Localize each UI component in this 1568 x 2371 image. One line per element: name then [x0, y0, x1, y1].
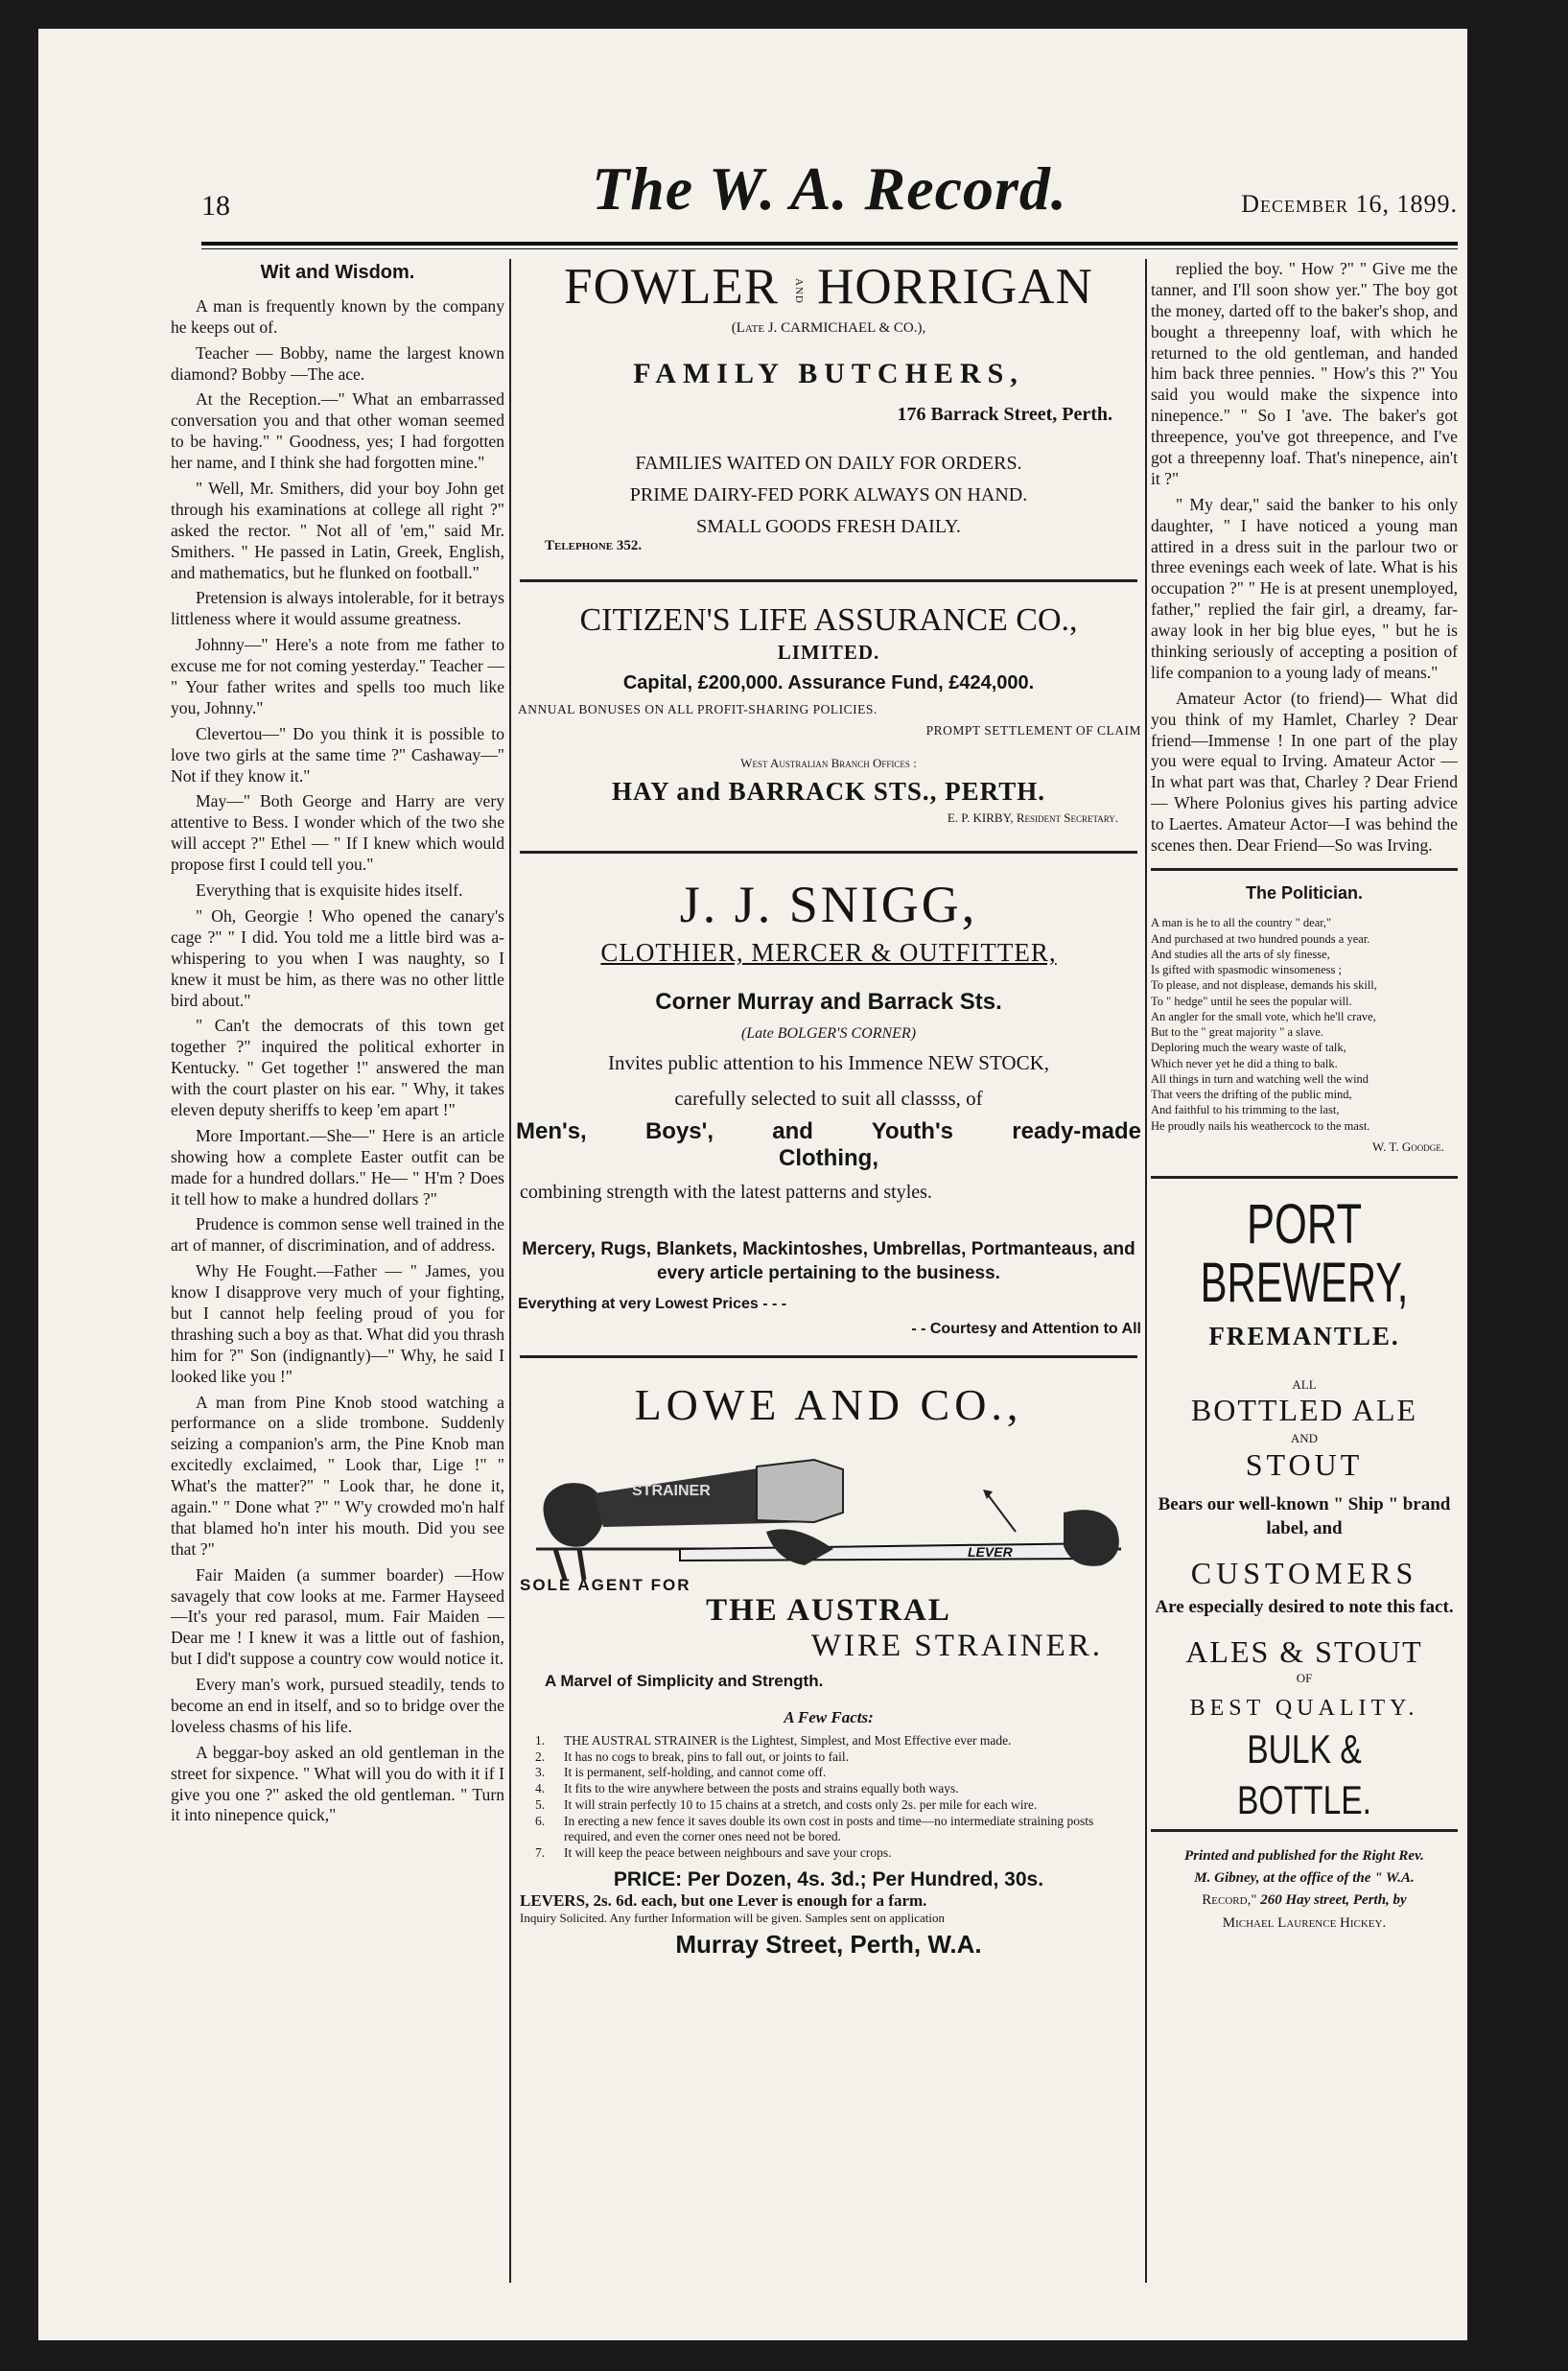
imprint-printer: Michael Laurence Hickey.: [1222, 1914, 1387, 1931]
poem-author: W. T. Goodge.: [1372, 1139, 1444, 1154]
wit-paragraph: Fair Maiden (a summer boarder) —How savagely that cow looks at me. Farmer Hayseed—It's your red parasol, mum. Fair Maiden —Dear me ! I knew it was a little out of fashion, but I did't suppose a country cow would notice it.: [171, 1564, 504, 1669]
wit-paragraph: Teacher — Bobby, name the largest known diamond? Bobby —The ace.: [171, 342, 504, 384]
ad-divider: [520, 851, 1137, 854]
poem-line: Deploring much the weary waste of talk,: [1151, 1041, 1346, 1055]
wit-paragraph: Prudence is common sense well trained in the art of manner, of discrimination, and of address.: [171, 1214, 504, 1256]
fact-text: It fits to the wire anywhere between the posts and strains equally both ways.: [564, 1781, 959, 1796]
snigg-selected: carefully selected to suit all classss, of: [674, 1086, 983, 1110]
fowler-and: AND: [792, 278, 805, 305]
brewery-especially: Are especially desired to note this fact.: [1155, 1596, 1454, 1617]
lever-icon: [680, 1543, 1102, 1561]
citizens-branch: West Australian Branch Offices :: [740, 756, 917, 771]
wit-paragraph: " Oh, Georgie ! Who opened the canary's cage ?" " I did. You told me a little bird was a-whispering to you when I was naughty, so I knew it must be him, as there was no other little bird about.": [171, 905, 504, 1010]
lowe-price: PRICE: Per Dozen, 4s. 3d.; Per Hundred, 30s.: [613, 1867, 1044, 1890]
poem-line: And studies all the arts of sly finesse,: [1151, 947, 1330, 961]
lowe-facts-list: [516, 1733, 1141, 1861]
fact-item: [535, 1733, 1103, 1749]
fact-number: 2.: [535, 1749, 546, 1764]
brewery-customers: CUSTOMERS: [1190, 1556, 1418, 1591]
lowe-wire-strainer: WIRE STRAINER.: [810, 1628, 1103, 1663]
brewery-all: ALL: [1292, 1377, 1317, 1393]
poem-line: Is gifted with spasmodic winsomeness ;: [1151, 963, 1342, 977]
lowe-austral: THE AUSTRAL: [706, 1592, 951, 1628]
fowler-late: (Late J. CARMICHAEL & CO.),: [731, 319, 926, 336]
wit-paragraph: Pretension is always intolerable, for it betrays littleness where it would assume greatness.: [171, 588, 504, 629]
snigg-combining: combining strength with the latest patterns and styles.: [520, 1182, 932, 1204]
snigg-invites: Invites public attention to his Immence NEW STOCK,: [608, 1051, 1049, 1075]
poem-line: To please, and not displease, demands his skill,: [1151, 978, 1377, 993]
wit-paragraph: Why He Fought.—Father — " James, you know I disapprove very much of your fighting, but I cannot help feeling proud of you for thrashing such a boy as that. What did you thrash him for ?" Son (indignantly)—" Why, he said I looked like you !": [171, 1261, 504, 1386]
brewery-stout: STOUT: [1245, 1446, 1364, 1482]
lowe-address: Murray Street, Perth, W.A.: [675, 1929, 982, 1959]
snigg-everything: Everything at very Lowest Prices - - -: [518, 1295, 787, 1312]
column-divider: [1151, 1829, 1458, 1832]
wit-and-wisdom-title: Wit and Wisdom.: [260, 262, 415, 283]
wit-paragraph: At the Reception.—" What an embarrassed conversation you and that other woman seemed to be having." " Goodness, yes; I had forgotten her name, and I think she had forgotten mine.": [171, 389, 504, 473]
fact-item: [535, 1749, 1103, 1765]
ad-divider: [520, 1355, 1137, 1358]
left-column: [171, 259, 504, 2292]
citizens-title: CITIZEN'S LIFE ASSURANCE CO.,: [579, 601, 1078, 638]
fact-text: THE AUSTRAL STRAINER is the Lightest, Simplest, and Most Effective ever made.: [564, 1732, 1012, 1748]
brewery-and: AND: [1290, 1430, 1319, 1445]
citizens-prompt: PROMPT SETTLEMENT OF CLAIM: [925, 723, 1141, 739]
citizens-capital: Capital, £200,000. Assurance Fund, £424,000.: [622, 672, 1035, 694]
poem-line: Which never yet he did a thing to balk.: [1151, 1056, 1338, 1070]
citizens-life-ad: [516, 603, 1141, 827]
lowe-marvel: A Marvel of Simplicity and Strength.: [545, 1671, 824, 1690]
wit-paragraph: A beggar-boy asked an old gentleman in the street for sixpence. " What will you do with it if I give you one ?" asked the old gentleman. " Turn it into ninepence quick,": [171, 1742, 504, 1825]
citizens-secretary: E. P. KIRBY, Resident Secretary.: [947, 810, 1118, 826]
right-hand-icon: [1064, 1510, 1119, 1566]
fact-text: It will strain perfectly 10 to 15 chains at a stretch, and costs only 2s. per mile for each wire.: [564, 1797, 1038, 1813]
middle-column: [516, 259, 1141, 2292]
snigg-mercery: Mercery, Rugs, Blankets, Mackintoshes, Umbrellas, Portmanteaus, and every article pertaining to the business.: [522, 1239, 1135, 1283]
lowe-ad: [516, 1379, 1141, 1960]
wit-paragraph: " Well, Mr. Smithers, did your boy John get through his examinations at college all right ?" asked the rector. " Not all of 'em," said Mr. Smithers. " He passed in Latin, Greek, English, and mathematics, but he flunked on football.": [171, 479, 504, 582]
poem-line: To " hedge" until he sees the popular will.: [1151, 994, 1352, 1008]
fact-text: It has no cogs to break, pins to fall out, or joints to fail.: [564, 1749, 849, 1764]
imprint-record: Record,": [1202, 1892, 1257, 1909]
fowler-horrigan-name: [516, 261, 1141, 315]
right-column-body: [1151, 259, 1458, 857]
lowe-levers: LEVERS, 2s. 6d. each, but one Lever is enough for a farm.: [520, 1890, 927, 1910]
column-divider: [1151, 1176, 1458, 1179]
column-rule: [509, 259, 511, 2283]
snigg-clothing: Clothing,: [779, 1145, 878, 1172]
page-number: 18: [201, 190, 230, 222]
snigg-name: J. J. SNIGG,: [679, 876, 978, 934]
horrigan-name: HORRIGAN: [817, 259, 1093, 315]
poem-line: An angler for the small vote, which he'll crave,: [1151, 1009, 1376, 1023]
poem-line: And purchased at two hundred pounds a year.: [1151, 931, 1370, 946]
snigg-courtesy: - - Courtesy and Attention to All: [911, 1320, 1141, 1337]
fact-item: [535, 1814, 1103, 1844]
wit-paragraph: " Can't the democrats of this town get together ?" inquired the political exhorter in Kentucky. " Get together !" answered the man with the court plaster on his ear. " Why, it takes eleven deputy sheriffs to keep 'em apart !": [171, 1016, 504, 1119]
poem-line: All things in turn and watching well the wind: [1151, 1071, 1369, 1086]
brewery-best-quality: BEST QUALITY.: [1189, 1695, 1419, 1721]
port-brewery-ad: [1151, 1193, 1458, 1825]
snigg-late: (Late BOLGER'S CORNER): [740, 1025, 917, 1043]
poem-line: A man is he to all the country " dear,": [1151, 916, 1332, 930]
wire-strainer-illustration: [527, 1436, 1131, 1580]
poem-line: He proudly nails his weathercock to the mast.: [1151, 1118, 1370, 1133]
fact-item: [535, 1845, 1103, 1861]
fact-text: It will keep the peace between neighbours and save your crops.: [564, 1845, 892, 1861]
fact-number: 3.: [535, 1765, 546, 1780]
brewery-name: BREWERY,: [1200, 1251, 1409, 1314]
newspaper-page: [38, 29, 1467, 2340]
lowe-inquiry: Inquiry Solicited. Any further Information will be given. Samples sent on application: [520, 1910, 945, 1925]
masthead: The W. A. Record.: [592, 154, 1067, 223]
imprint: [1151, 1845, 1458, 1935]
lowe-sole-agent: SOLE AGENT FOR: [520, 1575, 691, 1594]
fowler-telephone: Telephone 352.: [545, 537, 643, 553]
imprint-line-2: M. Gibney, at the office of the " W.A.: [1194, 1870, 1415, 1887]
imprint-line-3: [1151, 1890, 1458, 1912]
fact-number: 6.: [535, 1814, 546, 1829]
anecdote-paragraph: replied the boy. " How ?" " Give me the tanner, and I'll soon show yer." The boy got the money, darted off to the baker's shop, and bought a threepenny loaf, with which he returned to the old gentleman, and handed him back three pennies. " How's this ?" You said you would make the sixpence into ninepence." " So I 'ave. The baker's got threepence, you've got threepence, and I've got a threepenny loaf. That's ninepence, ain't it ?": [1151, 259, 1458, 488]
fact-item: [535, 1797, 1103, 1813]
page-header: [201, 153, 1458, 245]
poem-line: That veers the drifting of the public mind,: [1151, 1088, 1352, 1102]
fact-number: 1.: [535, 1732, 546, 1748]
brewery-bears: Bears our well-known " Ship " brand label, and: [1158, 1493, 1451, 1539]
strainer-label: STRAINER: [632, 1482, 711, 1499]
brewery-fremantle: FREMANTLE.: [1208, 1321, 1400, 1350]
poem-line: But to the " great majority " a slave.: [1151, 1025, 1323, 1040]
fact-text: It is permanent, self-holding, and cannot come off.: [564, 1765, 827, 1780]
snigg-ad: [516, 875, 1141, 1337]
column-rule: [1145, 259, 1147, 2283]
lever-label: LEVER: [968, 1543, 1013, 1560]
issue-date: December 16, 1899.: [1241, 190, 1458, 218]
snigg-trade: CLOTHIER, MERCER & OUTFITTER,: [600, 938, 1057, 968]
brewery-port: PORT: [1246, 1193, 1363, 1256]
fowler-name: FOWLER: [564, 259, 780, 315]
anecdote-paragraph: Amateur Actor (to friend)— What did you think of my Hamlet, Charley ? Dear friend—Immense ! In one part of the play you were equal to Irving. Amateur Actor —In what part was that, Charley ? Dear Friend — Where Polonius gives his parting advice to Laertes. Amateur Actor—I was behind the scenes then. Dear Friend—So was Irving.: [1151, 688, 1458, 856]
left-hand-icon: [544, 1483, 604, 1547]
wit-paragraph: May—" Both George and Harry are very attentive to Bess. I wonder which of the two she will accept ?" Ethel — " If I knew which would propose first I could tell you.": [171, 791, 504, 875]
lowe-facts-title: A Few Facts:: [784, 1707, 874, 1726]
header-rule: [201, 242, 1458, 249]
fact-number: 5.: [535, 1797, 546, 1813]
citizens-limited: LIMITED.: [777, 641, 880, 665]
column-divider: [1151, 868, 1458, 871]
poem-line: And faithful to his trimming to the last,: [1151, 1103, 1340, 1117]
wit-paragraph: More Important.—She—" Here is an article showing how a complete Easter outfit can be made for a hundred dollars." He— " H'm ? Does it tell how to make a hundred dollars ?": [171, 1125, 504, 1209]
politician-poem: [1151, 915, 1458, 1134]
fact-item: [535, 1765, 1103, 1780]
fowler-address: 176 Barrack Street, Perth.: [897, 403, 1112, 425]
brewery-bottled-ale: BOTTLED ALE: [1190, 1392, 1418, 1427]
wit-paragraph: Clevertou—" Do you think it is possible to love two girls at the same time ?" Cashaway—" Not if they know it.": [171, 723, 504, 786]
snigg-mens: Men's, Boys', and Youth's ready-made: [516, 1118, 1141, 1145]
imprint-address: 260 Hay street, Perth, by: [1256, 1892, 1407, 1909]
imprint-line-1: Printed and published for the Right Rev.: [1184, 1847, 1424, 1864]
brewery-ales-stout: ALES & STOUT: [1185, 1633, 1423, 1669]
fact-text: In erecting a new fence it saves double its own cost in posts and time—no intermediate straining posts required, and even the corner ones need not be bored.: [564, 1814, 1094, 1844]
politician-title: The Politician.: [1245, 882, 1364, 903]
wit-paragraph: Everything that is exquisite hides itself.: [196, 880, 463, 901]
snigg-corner: Corner Murray and Barrack Sts.: [655, 989, 1002, 1016]
lowe-name: LOWE AND CO.,: [634, 1379, 1023, 1429]
ad-divider: [520, 579, 1137, 582]
brewery-of: OF: [1296, 1671, 1313, 1686]
fowler-line-2: PRIME DAIRY-FED PORK ALWAYS ON HAND.: [629, 483, 1028, 505]
fact-number: 4.: [535, 1781, 546, 1796]
wit-paragraph: Every man's work, pursued steadily, tends to become an end in itself, and so to bridge over the loveless chasms of his life.: [171, 1675, 504, 1736]
wit-paragraph: A man from Pine Knob stood watching a performance on a slide trombone. Suddenly seizing a companion's arm, the Pine Knob man excitedly exclaimed, " Look thar, Lige !" " What's the matter?" " Look thar, he done it, again." " Done what ?" " W'y crowded mo'n half that blamed ho'n inter his mouth. Did you see that ?": [171, 1392, 504, 1559]
fact-item: [535, 1781, 1103, 1796]
wit-paragraph: A man is frequently known by the company he keeps out of.: [171, 295, 504, 337]
fact-number: 7.: [535, 1845, 546, 1861]
wit-paragraph: Johnny—" Here's a note from me father to excuse me for not coming yesterday." Teacher — " Your father writes and spells too much like you, Johnny.": [171, 635, 504, 717]
fowler-line-1: FAMILIES WAITED ON DAILY FOR ORDERS.: [635, 452, 1022, 474]
fowler-horrigan-ad: [516, 261, 1141, 554]
fowler-trade: FAMILY BUTCHERS,: [633, 357, 1024, 389]
citizens-address: HAY and BARRACK STS., PERTH.: [612, 777, 1045, 807]
fowler-line-3: SMALL GOODS FRESH DAILY.: [696, 515, 961, 537]
brewery-bulk-bottle: BULK & BOTTLE.: [1236, 1726, 1372, 1822]
right-column: [1151, 259, 1458, 2292]
wit-and-wisdom-body: [171, 296, 504, 1826]
anecdote-paragraph: " My dear," said the banker to his only daughter, " I have noticed a young man attired in a dress suit in the parlour two or three evenings each week of late. What is his occupation ?" " He is at present unemployed, father," replied the fair girl, a dreamy, far-away look in her big blue eyes, " but he is thinking seriously of accepting a position of life companion to a young lady of means.": [1151, 494, 1458, 682]
citizens-annual: ANNUAL BONUSES ON ALL PROFIT-SHARING POLICIES.: [518, 702, 878, 717]
